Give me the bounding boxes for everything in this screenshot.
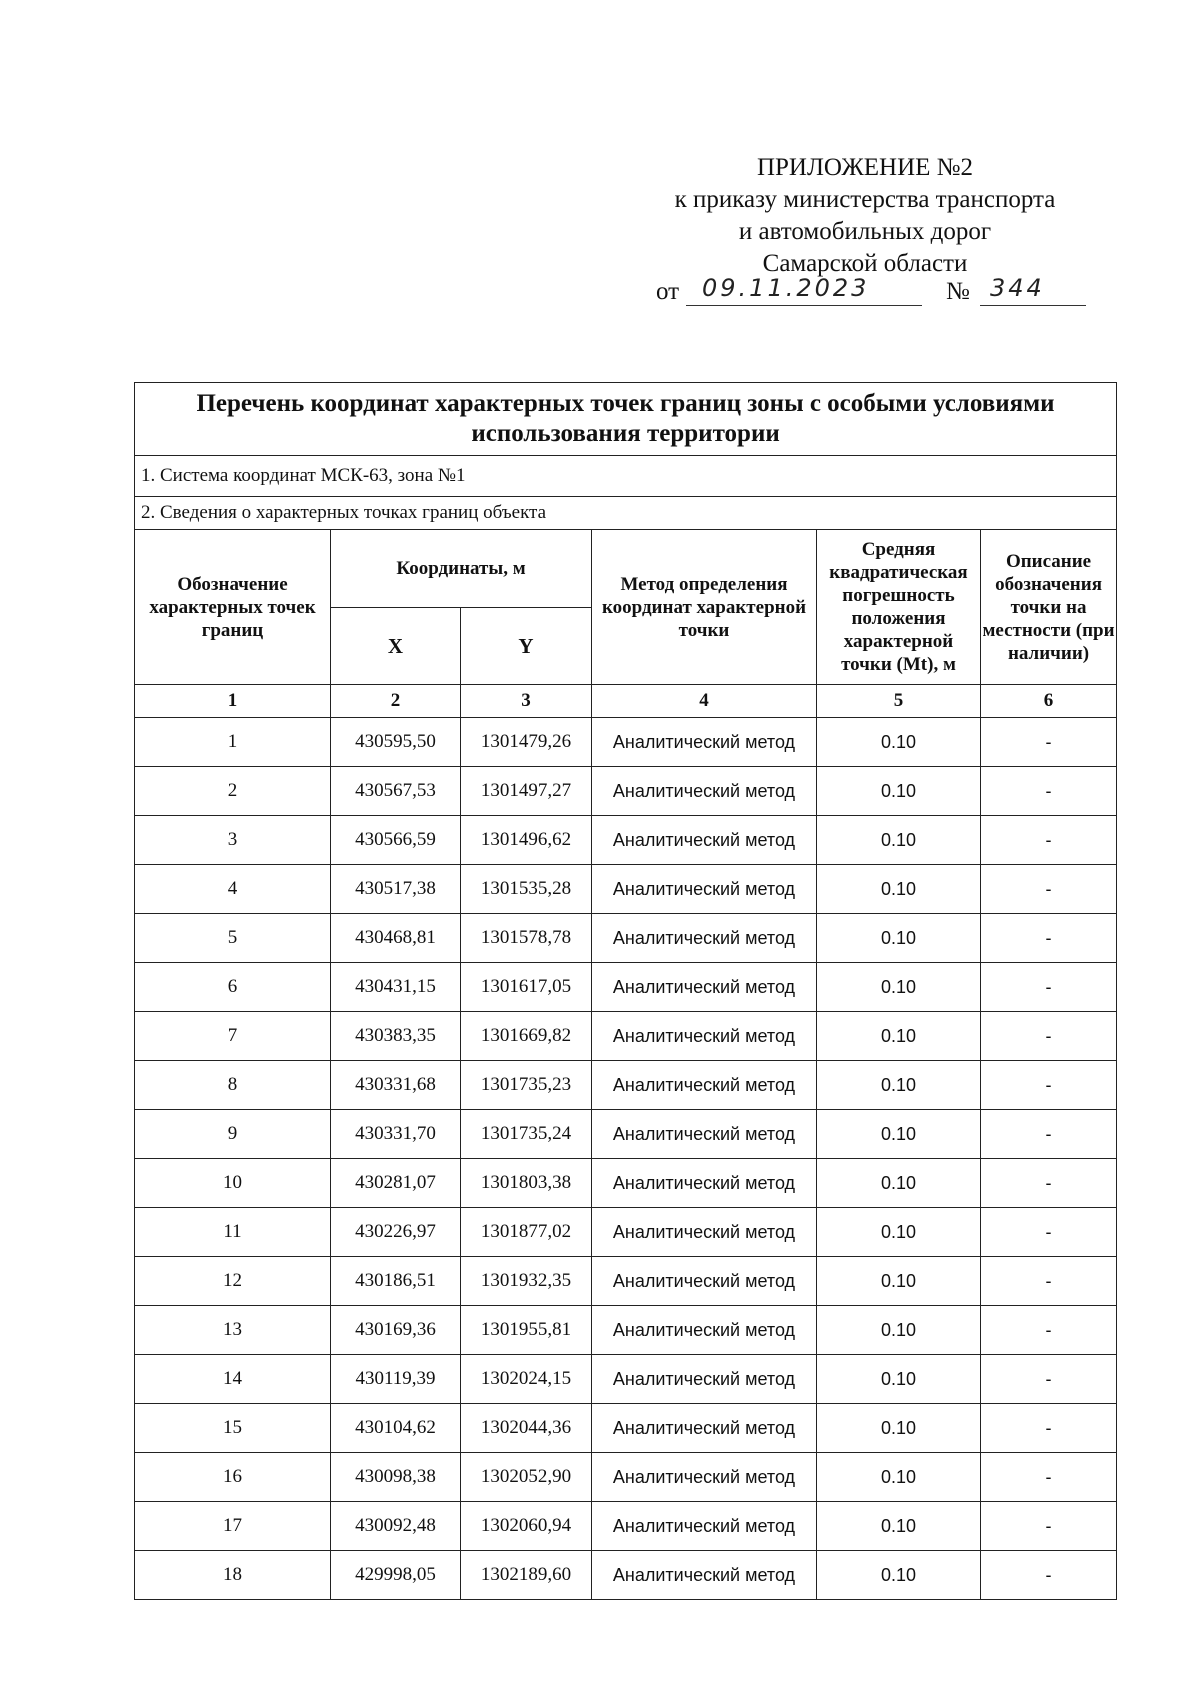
method-cell: Аналитический метод — [592, 1208, 817, 1257]
method-cell: Аналитический метод — [592, 1404, 817, 1453]
accuracy-cell: 0.10 — [817, 914, 981, 963]
from-label: от — [656, 278, 680, 305]
method-cell: Аналитический метод — [592, 1110, 817, 1159]
accuracy-cell: 0.10 — [817, 1355, 981, 1404]
method-cell: Аналитический метод — [592, 1453, 817, 1502]
point-number-cell: 1 — [135, 718, 331, 767]
accuracy-cell: 0.10 — [817, 718, 981, 767]
description-cell: - — [981, 914, 1117, 963]
appendix-header — [620, 152, 1110, 280]
x-coordinate-cell: 430098,38 — [331, 1453, 461, 1502]
x-coordinate-cell: 430186,51 — [331, 1257, 461, 1306]
method-cell: Аналитический метод — [592, 1061, 817, 1110]
point-number-cell: 11 — [135, 1208, 331, 1257]
y-coordinate-cell: 1301535,28 — [461, 865, 592, 914]
accuracy-cell: 0.10 — [817, 1502, 981, 1551]
description-cell: - — [981, 865, 1117, 914]
accuracy-cell: 0.10 — [817, 963, 981, 1012]
description-cell: - — [981, 816, 1117, 865]
appendix-title: ПРИЛОЖЕНИЕ №2 — [756, 154, 974, 181]
method-cell: Аналитический метод — [592, 718, 817, 767]
point-number-cell: 16 — [135, 1453, 331, 1502]
table-row — [135, 1453, 1117, 1502]
y-coordinate-cell: 1302052,90 — [461, 1453, 592, 1502]
description-cell: - — [981, 1208, 1117, 1257]
method-cell: Аналитический метод — [592, 963, 817, 1012]
point-number-cell: 18 — [135, 1551, 331, 1600]
table-row — [135, 1551, 1117, 1600]
method-cell: Аналитический метод — [592, 1355, 817, 1404]
table-row — [135, 914, 1117, 963]
point-number-cell: 7 — [135, 1012, 331, 1061]
x-coordinate-cell: 430092,48 — [331, 1502, 461, 1551]
column-header-y: Y — [461, 608, 592, 685]
x-coordinate-cell: 430567,53 — [331, 767, 461, 816]
x-coordinate-cell: 430331,70 — [331, 1110, 461, 1159]
point-number-cell: 5 — [135, 914, 331, 963]
y-coordinate-cell: 1301735,24 — [461, 1110, 592, 1159]
table-body — [135, 718, 1117, 1600]
x-coordinate-cell: 430566,59 — [331, 816, 461, 865]
method-cell: Аналитический метод — [592, 1551, 817, 1600]
order-date-number-line — [656, 274, 1086, 310]
description-cell: - — [981, 1453, 1117, 1502]
description-cell: - — [981, 1551, 1117, 1600]
x-coordinate-cell: 430119,39 — [331, 1355, 461, 1404]
method-cell: Аналитический метод — [592, 1306, 817, 1355]
point-number-cell: 13 — [135, 1306, 331, 1355]
y-coordinate-cell: 1301669,82 — [461, 1012, 592, 1061]
point-number-cell: 3 — [135, 816, 331, 865]
method-cell: Аналитический метод — [592, 1502, 817, 1551]
x-coordinate-cell: 430383,35 — [331, 1012, 461, 1061]
x-coordinate-cell: 430517,38 — [331, 865, 461, 914]
column-header-description: Описание обозначения точки на местности (при наличии) — [981, 530, 1117, 685]
number-label: № — [946, 278, 970, 305]
y-coordinate-cell: 1302044,36 — [461, 1404, 592, 1453]
y-coordinate-cell: 1301932,35 — [461, 1257, 592, 1306]
accuracy-cell: 0.10 — [817, 1306, 981, 1355]
accuracy-cell: 0.10 — [817, 1404, 981, 1453]
table-row — [135, 1257, 1117, 1306]
accuracy-cell: 0.10 — [817, 1110, 981, 1159]
table-row — [135, 1306, 1117, 1355]
order-reference-line-2: и автомобильных дорог — [738, 218, 992, 245]
table-row — [135, 1061, 1117, 1110]
date-underline — [686, 305, 922, 306]
table-row — [135, 1110, 1117, 1159]
column-header-coordinates: Координаты, м — [331, 530, 592, 608]
description-cell: - — [981, 1012, 1117, 1061]
accuracy-cell: 0.10 — [817, 816, 981, 865]
method-cell: Аналитический метод — [592, 767, 817, 816]
x-coordinate-cell: 430595,50 — [331, 718, 461, 767]
table-row — [135, 718, 1117, 767]
method-cell: Аналитический метод — [592, 816, 817, 865]
table-row — [135, 1012, 1117, 1061]
table-row — [135, 963, 1117, 1012]
accuracy-cell: 0.10 — [817, 1453, 981, 1502]
description-cell: - — [981, 1306, 1117, 1355]
description-cell: - — [981, 1355, 1117, 1404]
point-number-cell: 17 — [135, 1502, 331, 1551]
accuracy-cell: 0.10 — [817, 1208, 981, 1257]
x-coordinate-cell: 429998,05 — [331, 1551, 461, 1600]
handwritten-date: 09.11.2023 — [702, 274, 870, 302]
accuracy-cell: 0.10 — [817, 1061, 981, 1110]
handwritten-number: 344 — [990, 274, 1045, 302]
column-number: 2 — [331, 685, 461, 718]
column-number: 1 — [135, 685, 331, 718]
description-cell: - — [981, 1061, 1117, 1110]
description-cell: - — [981, 1502, 1117, 1551]
x-coordinate-cell: 430281,07 — [331, 1159, 461, 1208]
x-coordinate-cell: 430104,62 — [331, 1404, 461, 1453]
accuracy-cell: 0.10 — [817, 865, 981, 914]
accuracy-cell: 0.10 — [817, 767, 981, 816]
table-row — [135, 767, 1117, 816]
table-row — [135, 1208, 1117, 1257]
point-number-cell: 2 — [135, 767, 331, 816]
object-info-line: 2. Сведения о характерных точках границ объекта — [135, 497, 1117, 530]
description-cell: - — [981, 963, 1117, 1012]
y-coordinate-cell: 1301578,78 — [461, 914, 592, 963]
accuracy-cell: 0.10 — [817, 1159, 981, 1208]
y-coordinate-cell: 1302024,15 — [461, 1355, 592, 1404]
point-number-cell: 4 — [135, 865, 331, 914]
y-coordinate-cell: 1302060,94 — [461, 1502, 592, 1551]
method-cell: Аналитический метод — [592, 1012, 817, 1061]
point-number-cell: 6 — [135, 963, 331, 1012]
description-cell: - — [981, 1257, 1117, 1306]
coordinate-system-line: 1. Система координат МСК-63, зона №1 — [135, 456, 1117, 497]
column-number: 5 — [817, 685, 981, 718]
y-coordinate-cell: 1301735,23 — [461, 1061, 592, 1110]
description-cell: - — [981, 1404, 1117, 1453]
order-reference-line-1: к приказу министерства транспорта — [674, 186, 1056, 213]
x-coordinate-cell: 430331,68 — [331, 1061, 461, 1110]
method-cell: Аналитический метод — [592, 1257, 817, 1306]
point-number-cell: 9 — [135, 1110, 331, 1159]
column-header-accuracy: Средняя квадратическая погрешность положения характерной точки (Mt), м — [817, 530, 981, 685]
method-cell: Аналитический метод — [592, 865, 817, 914]
y-coordinate-cell: 1301497,27 — [461, 767, 592, 816]
accuracy-cell: 0.10 — [817, 1012, 981, 1061]
y-coordinate-cell: 1301803,38 — [461, 1159, 592, 1208]
table-row — [135, 865, 1117, 914]
column-header-x: X — [331, 608, 461, 685]
description-cell: - — [981, 1110, 1117, 1159]
description-cell: - — [981, 718, 1117, 767]
x-coordinate-cell: 430226,97 — [331, 1208, 461, 1257]
table-row — [135, 1355, 1117, 1404]
table-row — [135, 816, 1117, 865]
point-number-cell: 10 — [135, 1159, 331, 1208]
point-number-cell: 14 — [135, 1355, 331, 1404]
x-coordinate-cell: 430169,36 — [331, 1306, 461, 1355]
description-cell: - — [981, 767, 1117, 816]
column-number-row — [135, 685, 1117, 718]
number-underline — [980, 305, 1086, 306]
x-coordinate-cell: 430431,15 — [331, 963, 461, 1012]
column-number: 6 — [981, 685, 1117, 718]
column-header-designation: Обозначение характерных точек границ — [135, 530, 331, 685]
method-cell: Аналитический метод — [592, 1159, 817, 1208]
y-coordinate-cell: 1301479,26 — [461, 718, 592, 767]
point-number-cell: 8 — [135, 1061, 331, 1110]
y-coordinate-cell: 1301617,05 — [461, 963, 592, 1012]
y-coordinate-cell: 1301877,02 — [461, 1208, 592, 1257]
y-coordinate-cell: 1301955,81 — [461, 1306, 592, 1355]
table-row — [135, 1502, 1117, 1551]
table-row — [135, 1159, 1117, 1208]
y-coordinate-cell: 1302189,60 — [461, 1551, 592, 1600]
description-cell: - — [981, 1159, 1117, 1208]
method-cell: Аналитический метод — [592, 914, 817, 963]
table-title: Перечень координат характерных точек границ зоны с особыми условиями использования территории — [135, 383, 1117, 456]
column-number: 4 — [592, 685, 817, 718]
table-row — [135, 1404, 1117, 1453]
point-number-cell: 12 — [135, 1257, 331, 1306]
column-number: 3 — [461, 685, 592, 718]
coordinates-table — [134, 382, 1117, 1600]
x-coordinate-cell: 430468,81 — [331, 914, 461, 963]
order-reference-line-3: Самарской области — [762, 250, 968, 277]
accuracy-cell: 0.10 — [817, 1257, 981, 1306]
y-coordinate-cell: 1301496,62 — [461, 816, 592, 865]
accuracy-cell: 0.10 — [817, 1551, 981, 1600]
column-header-method: Метод определения координат характерной точки — [592, 530, 817, 685]
point-number-cell: 15 — [135, 1404, 331, 1453]
